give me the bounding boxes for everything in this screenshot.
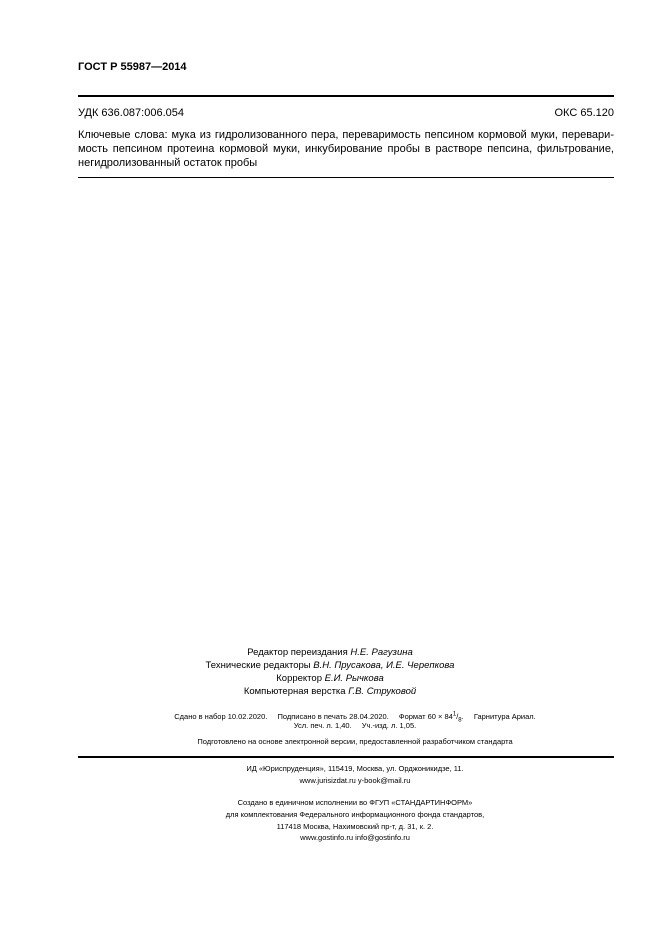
- tech-editors-credit: [120, 659, 540, 672]
- header-rule: [78, 95, 614, 97]
- publishing-sheets: Уч.-изд. л. 1,05.: [361, 721, 417, 730]
- imprint-rule: [78, 756, 614, 758]
- layout-name: Г.В. Струковой: [348, 686, 417, 697]
- tech-editors-label: Технические редакторы: [205, 660, 311, 671]
- submitted-date: Сдано в набор 10.02.2020.: [174, 711, 268, 721]
- publisher-contacts: www.jurisizdat.ru y-book@mail.ru: [299, 776, 411, 785]
- standartinform-contacts: www.gostinfo.ru info@gostinfo.ru: [300, 833, 410, 842]
- editor-name: Н.Е. Рагузина: [350, 647, 413, 658]
- oks-code: ОКС 65.120: [554, 107, 614, 119]
- fund-note: для комплектования Федерального информационного фонда стандартов,: [225, 810, 485, 819]
- signed-date: Подписано в печать 28.04.2020.: [277, 711, 389, 721]
- typeface: Гарнитура Ариал.: [473, 711, 536, 721]
- layout-credit: [120, 685, 540, 698]
- print-data-line-2: [120, 720, 590, 732]
- created-note: Создано в единичном исполнении во ФГУП «СТАНДАРТИНФОРМ»: [237, 798, 473, 807]
- prepared-note: Подготовлено на основе электронной версии, предоставленной разработчиком стандарта: [197, 737, 513, 746]
- keywords-rule: [78, 177, 614, 178]
- layout-label: Компьютерная верстка: [243, 686, 346, 697]
- paper-format: Формат $60 \times 84^1/_8$.: [398, 711, 464, 723]
- corrector-credit: [120, 672, 540, 685]
- keywords-paragraph: Ключевые слова: мука из гидролизованного пера, переваримость пепсином кормовой муки, переваримость пепсином протеина кормовой муки, инкубирование пробы в растворе пепсина, фильтрование, негидролизованный остаток пробы: [78, 129, 614, 169]
- printed-sheets: Усл. печ. л. 1,40.: [293, 721, 352, 730]
- corrector-label: Корректор: [276, 673, 322, 684]
- publisher-address: ИД «Юриспруденция», 115419, Москва, ул. Орджоникидзе, 11.: [246, 764, 464, 773]
- udk-code: УДК 636.087:006.054: [78, 107, 184, 119]
- corrector-name: Е.И. Рычкова: [324, 673, 384, 684]
- standard-number: ГОСТ Р 55987—2014: [78, 61, 187, 73]
- standartinform-address: 117418 Москва, Нахимовский пр-т, д. 31, к. 2.: [276, 822, 434, 831]
- editor-credit: [120, 646, 540, 659]
- tech-editors-names: В.Н. Прусакова, И.Е. Черепкова: [313, 660, 455, 671]
- editor-label: Редактор переиздания: [247, 647, 348, 658]
